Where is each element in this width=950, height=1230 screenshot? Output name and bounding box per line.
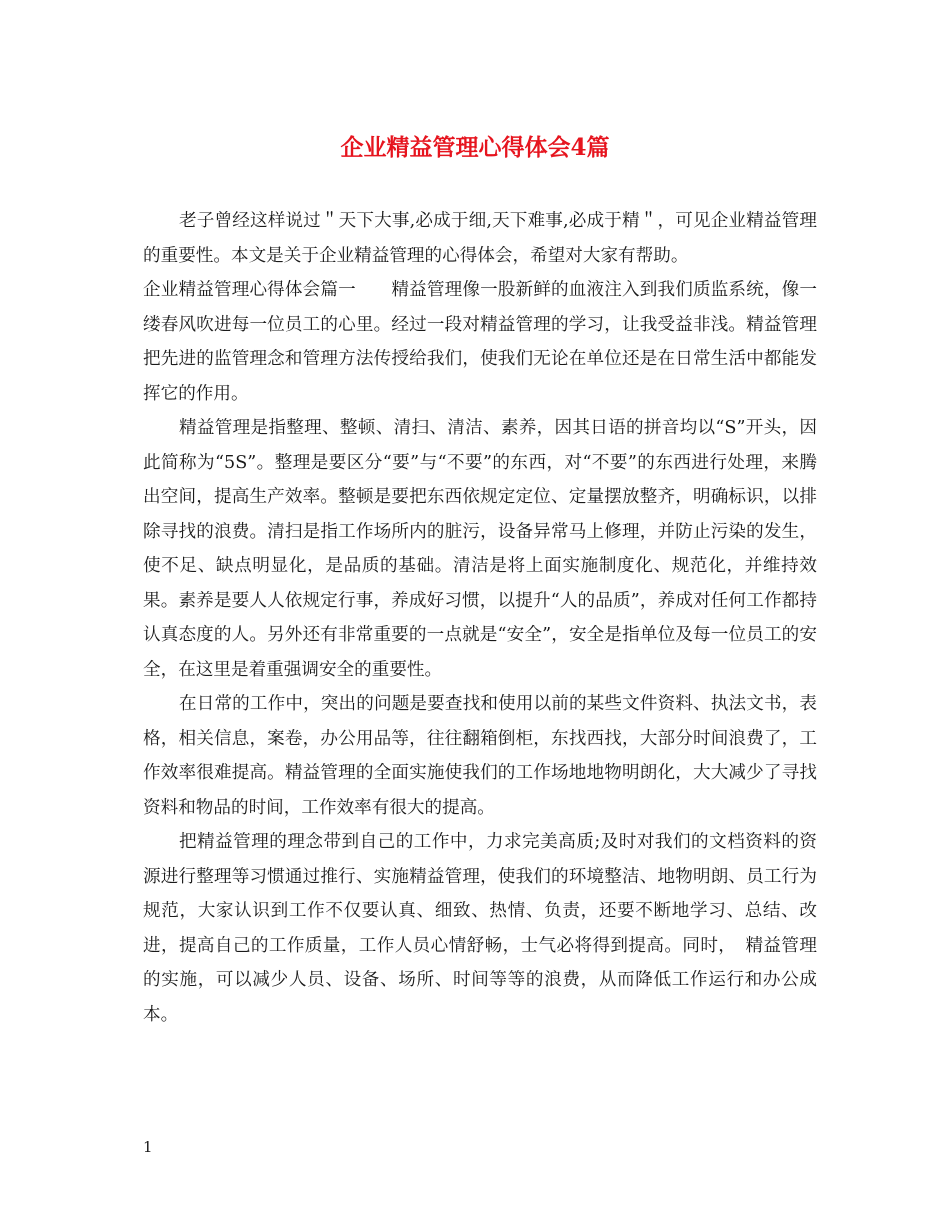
paragraph-part-one: 企业精益管理心得体会篇一 精益管理像一股新鲜的血液注入到我们质监系统，像一缕春风吹进每一位员工的心里。经过一段对精益管理的学习，让我受益非浅。精益管理把先进的监管理念和管理方法传授给我们，使我们无论在单位还是在日常生活中都能发挥它的作用。 [143,280,817,404]
paragraph-daily-work: 在日常的工作中，突出的问题是要查找和使用以前的某些文件资料、执法文书，表格，相关信息，案卷，办公用品等，往往翻箱倒柜，东找西找，大部分时间浪费了，工作效率很难提高。精益管理的全面实施使我们的工作场地地物明朗化，大大减少了寻找资料和物品的时间，工作效率有很大的提高。 [143,694,817,818]
paragraph-apply-concept: 把精益管理的理念带到自己的工作中，力求完美高质;及时对我们的文档资料的资源进行整理等习惯通过推行、实施精益管理，使我们的环境整洁、地物明朗、员工行为规范，大家认识到工作不仅要认真、细致、热情、负责，还要不断地学习、总结、改进，提高自己的工作质量，工作人员心情舒畅，士气必将得到提高。同时， 精益管理的实施，可以减少人员、设备、场所、时间等等的浪费，从而降低工作运行和办公成本。 [143,832,817,1025]
document-title: 企业精益管理心得体会4篇 [340,134,610,161]
paragraph-intro: 老子曾经这样说过＂天下大事,必成于细,天下难事,必成于精＂，可见企业精益管理的重要性。本文是关于企业精益管理的心得体会，希望对大家有帮助。 [143,211,817,266]
page-number: 1 [143,1138,153,1156]
document-body [143,204,817,1032]
paragraph-5s-definition: 精益管理是指整理、整顿、清扫、清洁、素养，因其日语的拼音均以“S”开头，因此简称为“5S”。整理是要区分“要”与“不要”的东西，对“不要”的东西进行处理，来腾出空间，提高生产效率。整顿是要把东西依规定定位、定量摆放整齐，明确标识，以排除寻找的浪费。清扫是指工作场所内的脏污，设备异常马上修理，并防止污染的发生，使不足、缺点明显化，是品质的基础。清洁是将上面实施制度化、规范化，并维持效果。素养是要人人依规定行事，养成好习惯，以提升“人的品质”，养成对任何工作都持认真态度的人。另外还有非常重要的一点就是“安全”，安全是指单位及每一位员工的安全，在这里是着重强调安全的重要性。 [143,418,817,680]
